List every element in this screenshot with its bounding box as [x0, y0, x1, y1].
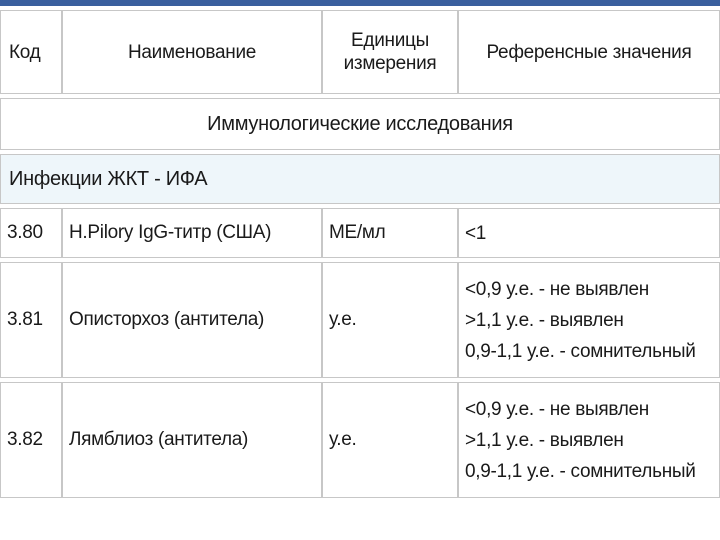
row-2-reference-line-3: 0,9-1,1 у.е. - сомнительный	[465, 340, 696, 362]
row-2-name: Описторхоз (антитела)	[62, 262, 322, 378]
row-1-reference-line-1: <1	[465, 222, 487, 244]
group-title: Инфекции ЖКТ - ИФА	[0, 154, 720, 204]
row-1-units: МЕ/мл	[322, 208, 458, 258]
header-code: Код	[0, 10, 62, 94]
row-3-units: у.е.	[322, 382, 458, 498]
row-3-reference-line-2: >1,1 у.е. - выявлен	[465, 429, 624, 451]
header-units: Единицы измерения	[322, 10, 458, 94]
row-3-name: Лямблиоз (антитела)	[62, 382, 322, 498]
row-1-name: H.Pilory IgG-титр (США)	[62, 208, 322, 258]
row-3-reference	[458, 382, 720, 498]
row-2-reference	[458, 262, 720, 378]
row-2-units: у.е.	[322, 262, 458, 378]
row-1-reference	[458, 208, 720, 258]
lab-tests-table	[0, 6, 720, 506]
row-2-reference-line-2: >1,1 у.е. - выявлен	[465, 309, 624, 331]
row-2-code: 3.81	[0, 262, 62, 378]
section-title: Иммунологические исследования	[0, 98, 720, 150]
row-2-reference-line-1: <0,9 у.е. - не выявлен	[465, 278, 649, 300]
row-3-reference-line-3: 0,9-1,1 у.е. - сомнительный	[465, 460, 696, 482]
row-3-reference-line-1: <0,9 у.е. - не выявлен	[465, 398, 649, 420]
row-3-code: 3.82	[0, 382, 62, 498]
header-reference: Референсные значения	[458, 10, 720, 94]
row-1-code: 3.80	[0, 208, 62, 258]
header-name: Наименование	[62, 10, 322, 94]
